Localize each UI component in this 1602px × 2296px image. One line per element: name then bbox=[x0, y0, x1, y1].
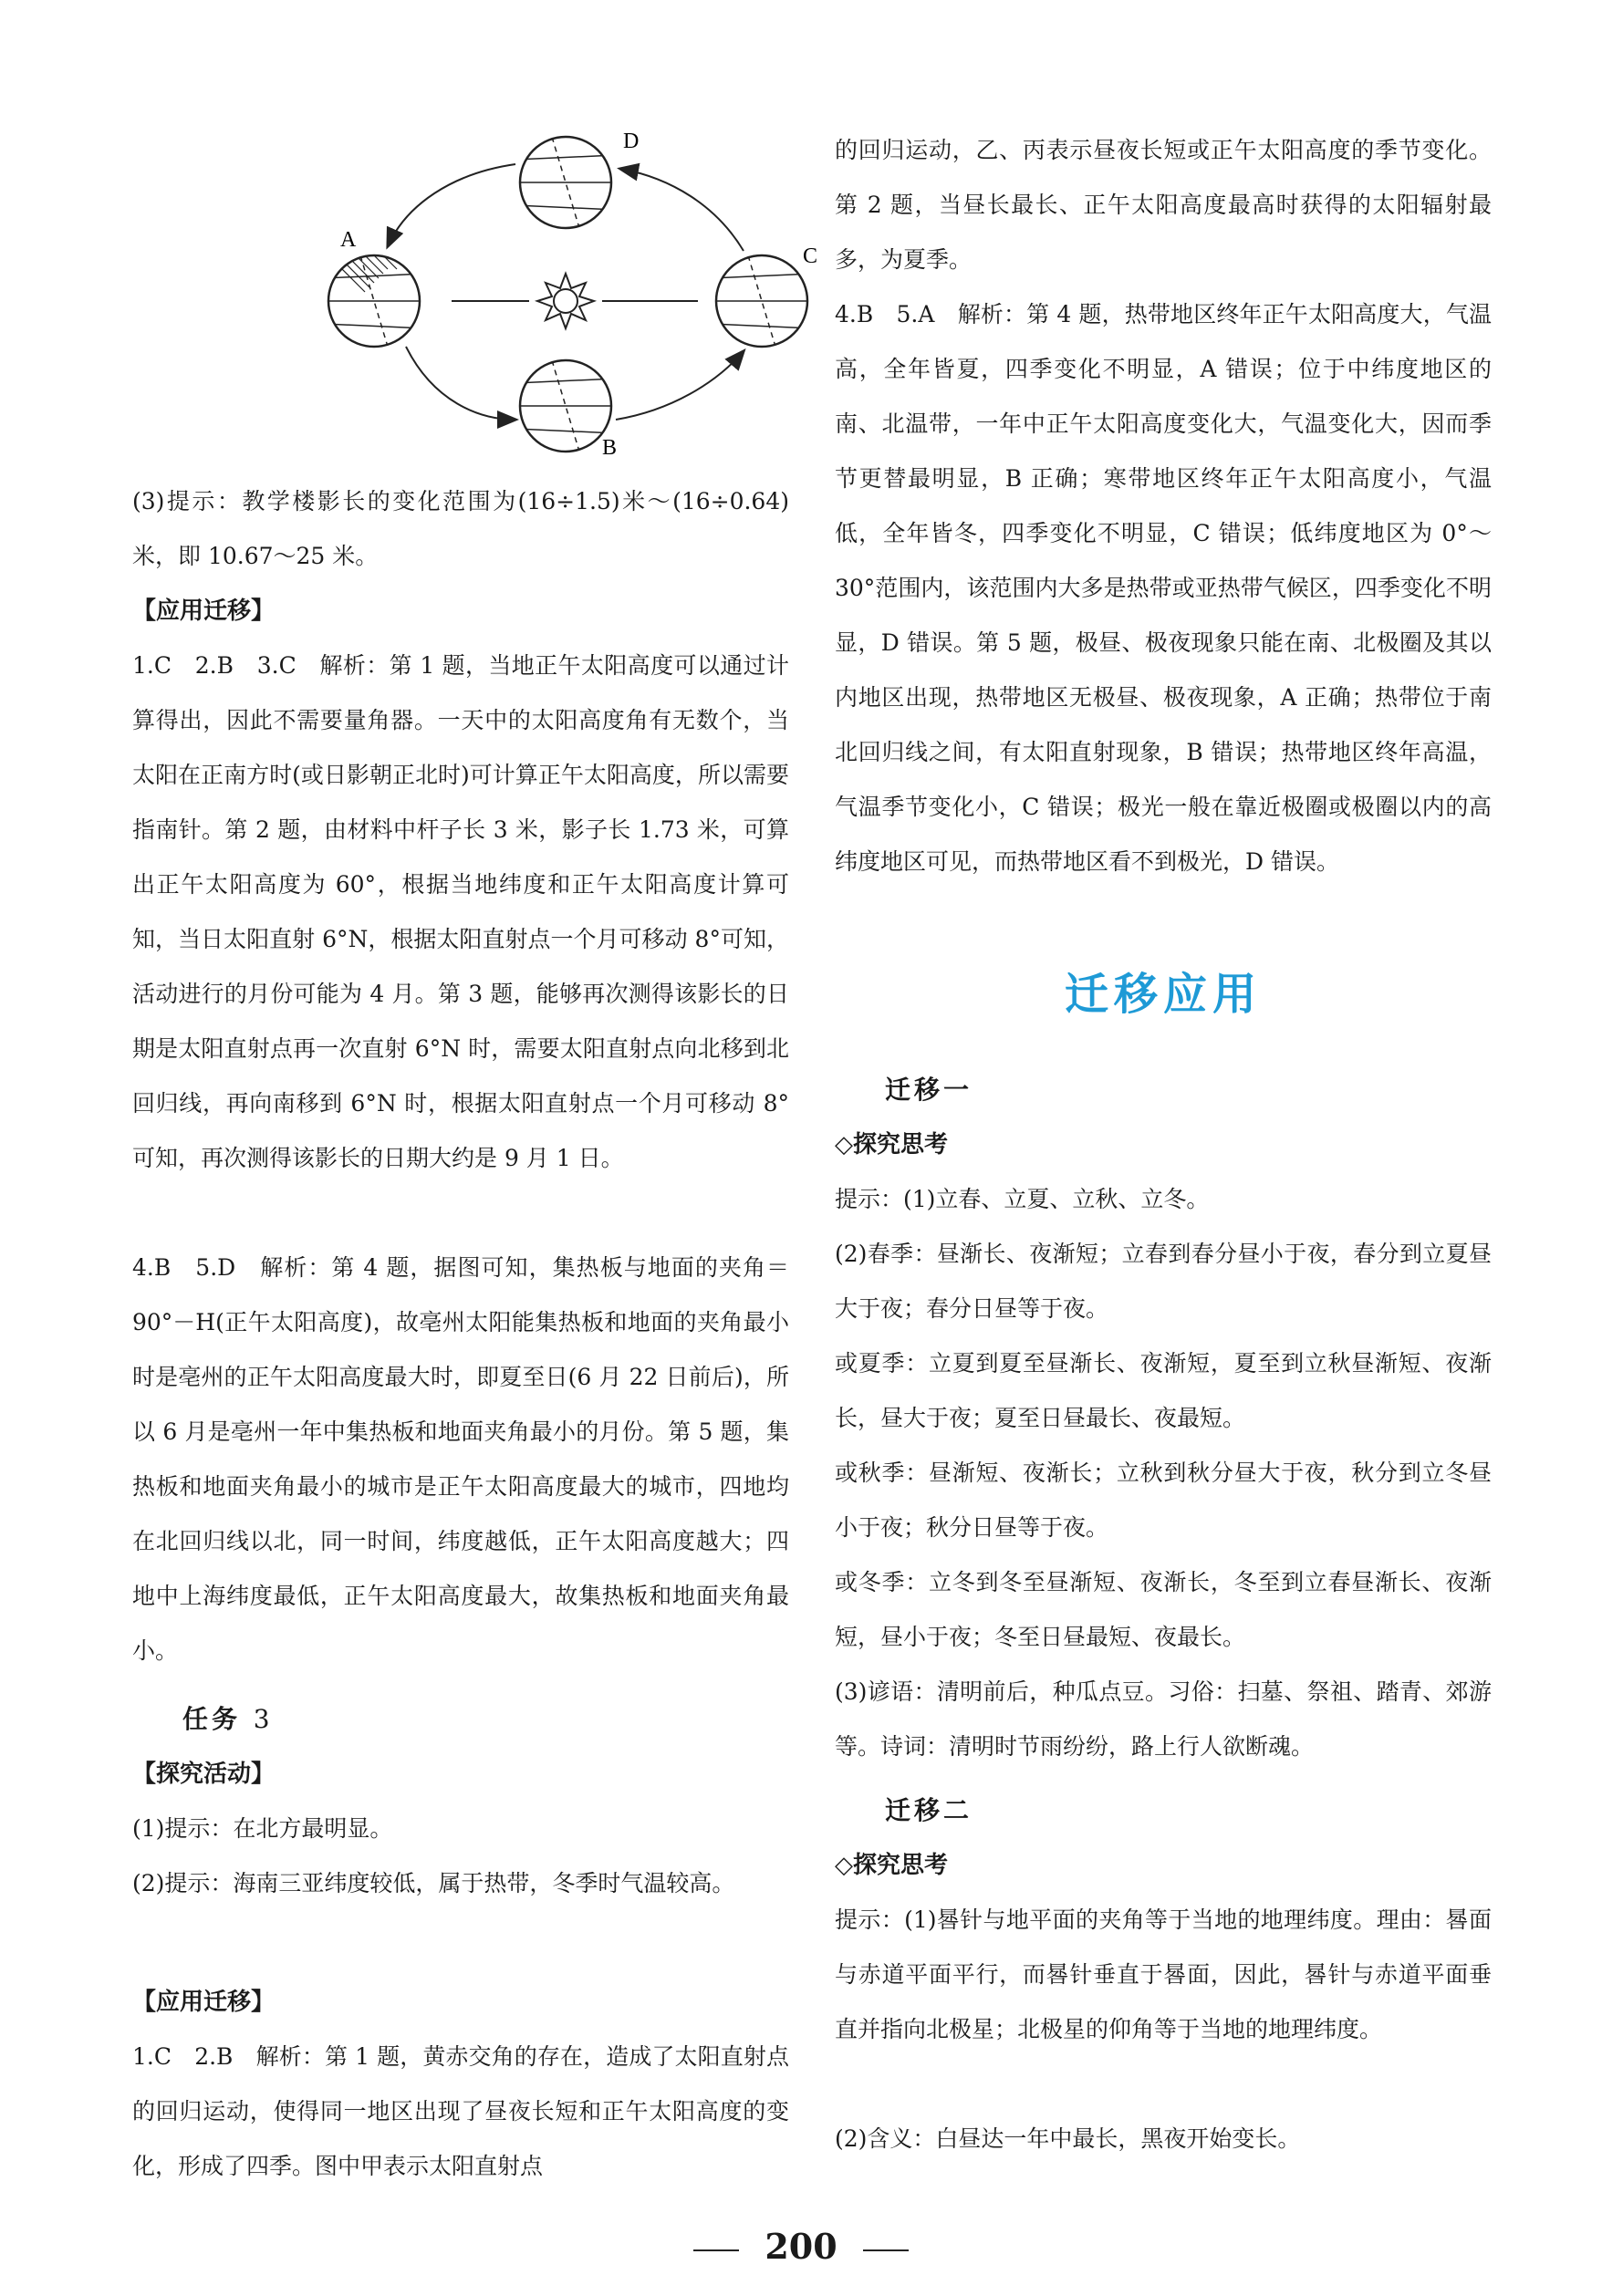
page-number-dash-left bbox=[693, 2249, 739, 2251]
section-title: 迁移应用 bbox=[1064, 969, 1262, 1020]
earth-b bbox=[515, 360, 616, 452]
earth-d bbox=[515, 137, 616, 228]
paragraph: 或夏季：立夏到夏至昼渐长、夜渐短，夏至到立秋昼渐短、夜渐长，昼大于夜；夏至日昼最长、夜最短。 bbox=[835, 1350, 1492, 1431]
answer-paragraph: 1.C 2.B 3.C 解析：第 1 题，当地正午太阳高度可以通过计算得出，因此不需要量角器。一天中的太阳高度角有无数个，当太阳在正南方时(或日影朝正北时)可计算正午太阳高度，所以需要指南针。第 2 题，由材料中杆子长 3 米，影子长 1.73 米，可算出正午太阳高度为 60°，根据当地纬度和正午太阳高度计算可知，当日太阳直射 6°N，根据太阳直射点一个月可移动 8°可知，活动进行的月份可能为 4 月。第 3 题，能够再次测得该影长的日期是太阳直射点再一次直射 6°N 时，需要太阳直射点向北移到北回归线，再向南移到 6°N 时，根据太阳直射点一个月可移动 8°可知，再次测得该影长的日期大约是 9 月 1 日。 bbox=[132, 652, 789, 1171]
label-d: D bbox=[623, 130, 640, 153]
paragraph: (3)提示：教学楼影长的变化范围为(16÷1.5)米～(16÷0.64)米，即 10.67～25 米。 bbox=[132, 488, 789, 569]
answer-paragraph: 4.B 5.D 解析：第 4 题，据图可知，集热板与地面的夹角＝90°－H(正午太阳高度)，故亳州太阳能集热板和地面的夹角最小时是亳州的正午太阳高度最大时，即夏至日(6 月 22 日前后)，所以 6 月是亳州一年中集热板和地面夹角最小的月份。第 5 题，集热板和地面夹角最小的城市是正午太阳高度最大的城市，四地均在北回归线以北，同一时间，纬度越低，正午太阳高度越大；四地中上海纬度最低，正午太阳高度最大，故集热板和地面夹角最小。 bbox=[132, 1254, 789, 1664]
paragraph: 提示：(1)立春、立夏、立秋、立冬。 bbox=[835, 1186, 1210, 1212]
task-number: 3 bbox=[253, 1704, 274, 1734]
section-heading: 【应用迁移】 bbox=[132, 1989, 276, 2016]
answer-paragraph: 1.C 2.B 解析：第 1 题，黄赤交角的存在，造成了太阳直射点的回归运动，使得同一地区出现了昼夜长短和正午太阳高度的变化，形成了四季。图中甲表示太阳直射点 bbox=[132, 2043, 789, 2179]
page-number bbox=[0, 2226, 1602, 2267]
sun-icon bbox=[452, 274, 698, 328]
paragraph: (2)提示：海南三亚纬度较低，属于热带，冬季时气温较高。 bbox=[132, 1870, 735, 1896]
earth-orbit-diagram bbox=[324, 128, 835, 465]
section-heading: 【应用迁移】 bbox=[132, 597, 276, 625]
page-number-dash-right bbox=[863, 2249, 909, 2251]
page-number-value: 200 bbox=[765, 2226, 837, 2267]
subheading: ◇探究思考 bbox=[835, 1852, 948, 1879]
task-label: 任务 bbox=[182, 1704, 242, 1734]
subheading: ◇探究思考 bbox=[835, 1131, 948, 1158]
paragraph: (2)春季：昼渐长、夜渐短；立春到春分昼小于夜，春分到立夏昼大于夜；春分日昼等于夜。 bbox=[835, 1241, 1492, 1322]
paragraph: 提示：(1)晷针与地平面的夹角等于当地的地理纬度。理由：晷面与赤道平面平行，而晷针垂直于晷面，因此，晷针与赤道平面垂直并指向北极星；北极星的仰角等于当地的地理纬度。 bbox=[835, 1906, 1492, 2042]
label-b: B bbox=[602, 436, 618, 460]
paragraph: (2)含义：白昼达一年中最长，黑夜开始变长。 bbox=[835, 2125, 1301, 2152]
label-c: C bbox=[803, 244, 818, 268]
subsection-heading: 迁移二 bbox=[885, 1795, 973, 1825]
paragraph: (3)谚语：清明前后，种瓜点豆。习俗：扫墓、祭祖、踏青、郊游等。诗词：清明时节雨纷纷，路上行人欲断魂。 bbox=[835, 1678, 1492, 1760]
paragraph: 或秋季：昼渐短、夜渐长；立秋到秋分昼大于夜，秋分到立冬昼小于夜；秋分日昼等于夜。 bbox=[835, 1460, 1492, 1541]
earth-a bbox=[324, 255, 424, 347]
paragraph: 的回归运动，乙、丙表示昼夜长短或正午太阳高度的季节变化。第 2 题，当昼长最长、正午太阳高度最高时获得的太阳辐射最多，为夏季。 bbox=[835, 137, 1492, 273]
earth-c bbox=[712, 255, 812, 347]
task-heading bbox=[182, 1701, 274, 1738]
paragraph: 或冬季：立冬到冬至昼渐短、夜渐长，冬至到立春昼渐长、夜渐短，昼小于夜；冬至日昼最短、夜最长。 bbox=[835, 1569, 1492, 1650]
answer-paragraph: 4.B 5.A 解析：第 4 题，热带地区终年正午太阳高度大，气温高，全年皆夏，四季变化不明显，A 错误；位于中纬度地区的南、北温带，一年中正午太阳高度变化大，气温变化大，因而季节更替最明显，B 正确；寒带地区终年正午太阳高度小，气温低，全年皆冬，四季变化不明显，C 错误；低纬度地区为 0°～30°范围内，该范围内大多是热带或亚热带气候区，四季变化不明显，D 错误。第 5 题，极昼、极夜现象只能在南、北极圈及其以内地区出现，热带地区无极昼、极夜现象，A 正确；热带位于南北回归线之间，有太阳直射现象，B 错误；热带地区终年高温，气温季节变化小，C 错误；极光一般在靠近极圈或极圈以内的高纬度地区可见，而热带地区看不到极光，D 错误。 bbox=[835, 301, 1492, 875]
subsection-heading: 迁移一 bbox=[885, 1075, 973, 1105]
section-heading: 【探究活动】 bbox=[132, 1761, 276, 1788]
paragraph: (1)提示：在北方最明显。 bbox=[132, 1815, 393, 1842]
label-a: A bbox=[340, 228, 357, 252]
